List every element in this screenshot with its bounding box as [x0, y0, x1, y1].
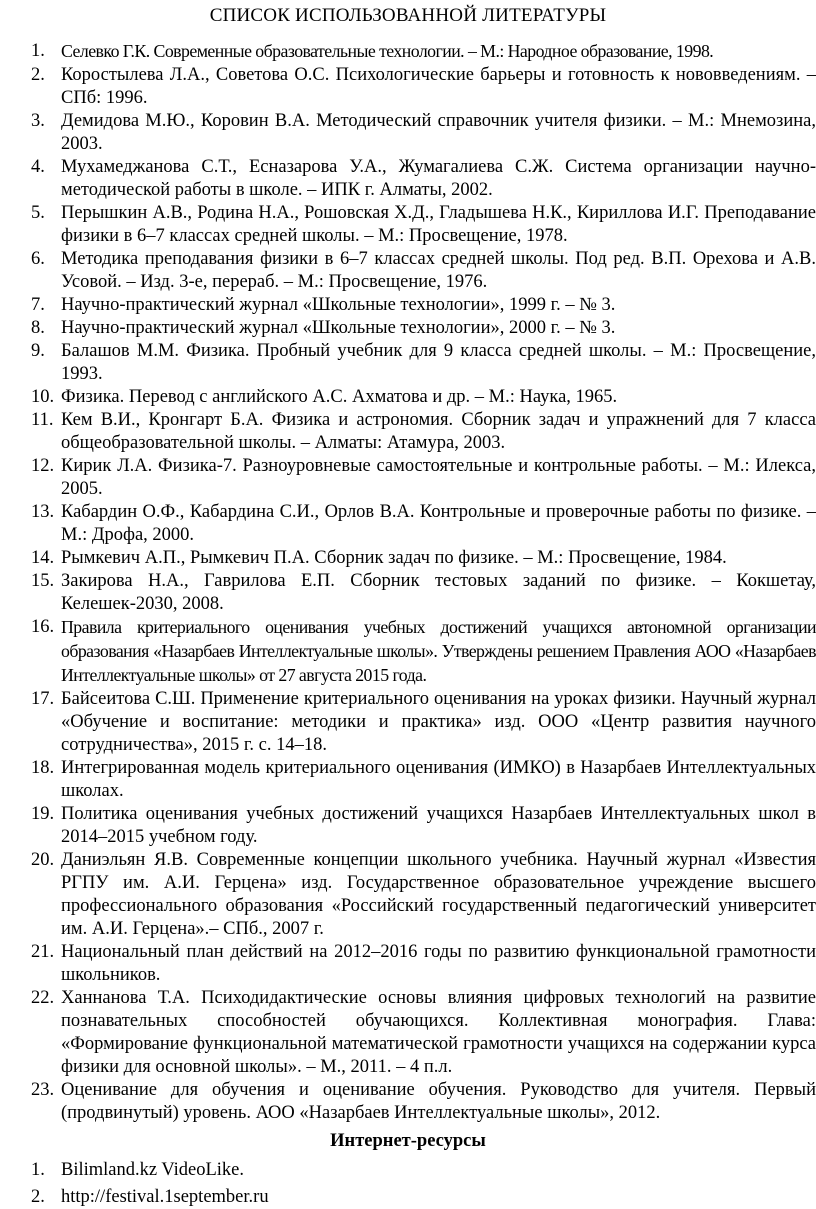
- reference-number: 10.: [31, 387, 55, 407]
- reference-number: 20.: [31, 850, 55, 870]
- internet-resource-item: [0, 1184, 816, 1209]
- resource-link[interactable]: http://festival.1september.ru: [61, 1187, 269, 1207]
- reference-item: [0, 317, 816, 340]
- reference-text: Национальный план действий на 2012–2016 годы по развитию функциональной грамотности школьников.: [61, 942, 816, 985]
- reference-text: Интегрированная модель критериального оценивания (ИМКО) в Назарбаев Интеллектуальных школах.: [61, 758, 816, 801]
- reference-item: [0, 110, 816, 156]
- reference-item: [0, 386, 816, 409]
- reference-item: [0, 409, 816, 455]
- reference-item: [0, 455, 816, 501]
- reference-text: Ханнанова Т.А. Психодидактические основы влияния цифровых технологий на развитие познавательных способностей обучающихся. Коллективная монография. Глава: «Формирование функциональной математической грамотности учащихся на содержании курса физики для основной школы». – М., 2011. – 4 п.л.: [61, 988, 816, 1077]
- reference-number: 21.: [31, 942, 55, 962]
- reference-text: Рымкевич А.П., Рымкевич П.А. Сборник задач по физике. – М.: Просвещение, 1984.: [61, 548, 727, 568]
- reference-number: 16.: [31, 617, 55, 637]
- reference-text: Правила критериального оценивания учебных достижений учащихся автономной организации образования «Назарбаев Интеллектуальные школы». Утверждены решением Правления АОО «Назарбаев Интеллектуальные школы» от 27 августа 2015 года.: [61, 617, 816, 685]
- reference-item: [0, 1079, 816, 1125]
- reference-text: Перышкин А.В., Родина Н.А., Рошовская Х.Д., Гладышева Н.К., Кириллова И.Г. Преподавание физики в 6–7 классах средней школы. – М.: Просвещение, 1978.: [61, 203, 816, 246]
- reference-text: Даниэльян Я.В. Современные концепции школьного учебника. Научный журнал «Известия РГПУ им. А.И. Герцена» изд. Государственное образовательное учреждение высшего профессионального образования «Российский государственный педагогический университет им. А.И. Герцена».– СПб., 2007 г.: [61, 850, 816, 939]
- reference-text: Балашов М.М. Физика. Пробный учебник для 9 класса средней школы. – М.: Просвещение, 1993.: [61, 341, 816, 384]
- reference-item: [0, 547, 816, 570]
- reference-item: [0, 202, 816, 248]
- resource-text: Bilimland.kz VideoLike.: [61, 1160, 245, 1180]
- reference-number: 4.: [31, 157, 45, 177]
- reference-text: Политика оценивания учебных достижений учащихся Назарбаев Интеллектуальных школ в 2014–2015 учебном году.: [61, 804, 816, 847]
- reference-text: Научно-практический журнал «Школьные технологии», 1999 г. – № 3.: [61, 295, 616, 315]
- reference-item: [0, 294, 816, 317]
- reference-number: 8.: [31, 318, 45, 338]
- reference-item: [0, 340, 816, 386]
- reference-text: Физика. Перевод с английского А.С. Ахматова и др. – М.: Наука, 1965.: [61, 387, 618, 407]
- reference-text: Байсеитова С.Ш. Применение критериального оценивания на уроках физики. Научный журнал «Обучение и воспитание: методики и практика» изд. ООО «Центр развития научного сотрудничества», 2015 г. с. 14–18.: [61, 689, 816, 755]
- reference-number: 14.: [31, 548, 55, 568]
- reference-number: 23.: [31, 1080, 55, 1100]
- reference-number: 5.: [31, 203, 45, 223]
- reference-text: Научно-практический журнал «Школьные технологии», 2000 г. – № 3.: [61, 318, 616, 338]
- reference-text: Кабардин О.Ф., Кабардина С.И., Орлов В.А. Контрольные и проверочные работы по физике. – М.: Дрофа, 2000.: [61, 502, 816, 545]
- reference-item: [0, 570, 816, 616]
- reference-number: 2.: [31, 65, 45, 85]
- reference-text: Демидова М.Ю., Коровин В.А. Методический справочник учителя физики. – М.: Мнемозина, 2003.: [61, 111, 816, 154]
- reference-item: [0, 688, 816, 757]
- reference-text: Методика преподавания физики в 6–7 классах средней школы. Под ред. В.П. Орехова и А.В. Усовой. – Изд. 3-е, перераб. – М.: Просвещение, 1976.: [61, 249, 816, 292]
- reference-text: Оценивание для обучения и оценивание обучения. Руководство для учителя. Первый (продвинутый) уровень. АОО «Назарбаев Интеллектуальные школы», 2012.: [61, 1080, 816, 1123]
- reference-number: 1.: [31, 41, 45, 61]
- reference-item: [0, 757, 816, 803]
- resource-number: 1.: [31, 1160, 45, 1180]
- reference-item: [0, 248, 816, 294]
- reference-text: Мухамеджанова С.Т., Есназарова У.А., Жумагалиева С.Ж. Система организации научно-методической работы в школе. – ИПК г. Алматы, 2002.: [61, 157, 816, 200]
- reference-number: 13.: [31, 502, 55, 522]
- reference-item: [0, 156, 816, 202]
- reference-item: [0, 941, 816, 987]
- reference-item: [0, 987, 816, 1079]
- reference-number: 22.: [31, 988, 55, 1008]
- reference-item: [0, 501, 816, 547]
- reference-number: 6.: [31, 249, 45, 269]
- reference-text: Селевко Г.К. Современные образовательные технологии. – М.: Народное образование, 1998.: [61, 41, 714, 61]
- reference-number: 15.: [31, 571, 55, 591]
- reference-number: 11.: [31, 410, 54, 430]
- reference-number: 18.: [31, 758, 55, 778]
- reference-item: [0, 64, 816, 110]
- internet-resources-list: [0, 1157, 816, 1209]
- reference-number: 12.: [31, 456, 55, 476]
- reference-item: [0, 616, 816, 688]
- reference-text: Кирик Л.А. Физика-7. Разноуровневые самостоятельные и контрольные работы. – М.: Илекса, 2005.: [61, 456, 816, 499]
- internet-resource-item: [0, 1157, 816, 1184]
- reference-item: [0, 40, 816, 64]
- reference-text: Кем В.И., Кронгарт Б.А. Физика и астрономия. Сборник задач и упражнений для 7 класса общеобразовательной школы. – Алматы: Атамура, 2003.: [61, 410, 816, 453]
- references-list: [0, 40, 816, 1125]
- reference-number: 3.: [31, 111, 45, 131]
- reference-number: 17.: [31, 689, 55, 709]
- reference-item: [0, 803, 816, 849]
- reference-text: Коростылева Л.А., Советова О.С. Психологические барьеры и готовность к нововведениям. – СПб: 1996.: [61, 65, 816, 108]
- resource-number: 2.: [31, 1187, 45, 1207]
- reference-number: 19.: [31, 804, 55, 824]
- reference-number: 9.: [31, 341, 45, 361]
- reference-text: Закирова Н.А., Гаврилова Е.П. Сборник тестовых заданий по физике. – Кокшетау, Келешек-2030, 2008.: [61, 571, 816, 614]
- reference-item: [0, 849, 816, 941]
- page-title: СПИСОК ИСПОЛЬЗОВАННОЙ ЛИТЕРАТУРЫ: [209, 5, 607, 26]
- internet-resources-heading: Интернет-ресурсы: [330, 1131, 486, 1151]
- reference-number: 7.: [31, 295, 45, 315]
